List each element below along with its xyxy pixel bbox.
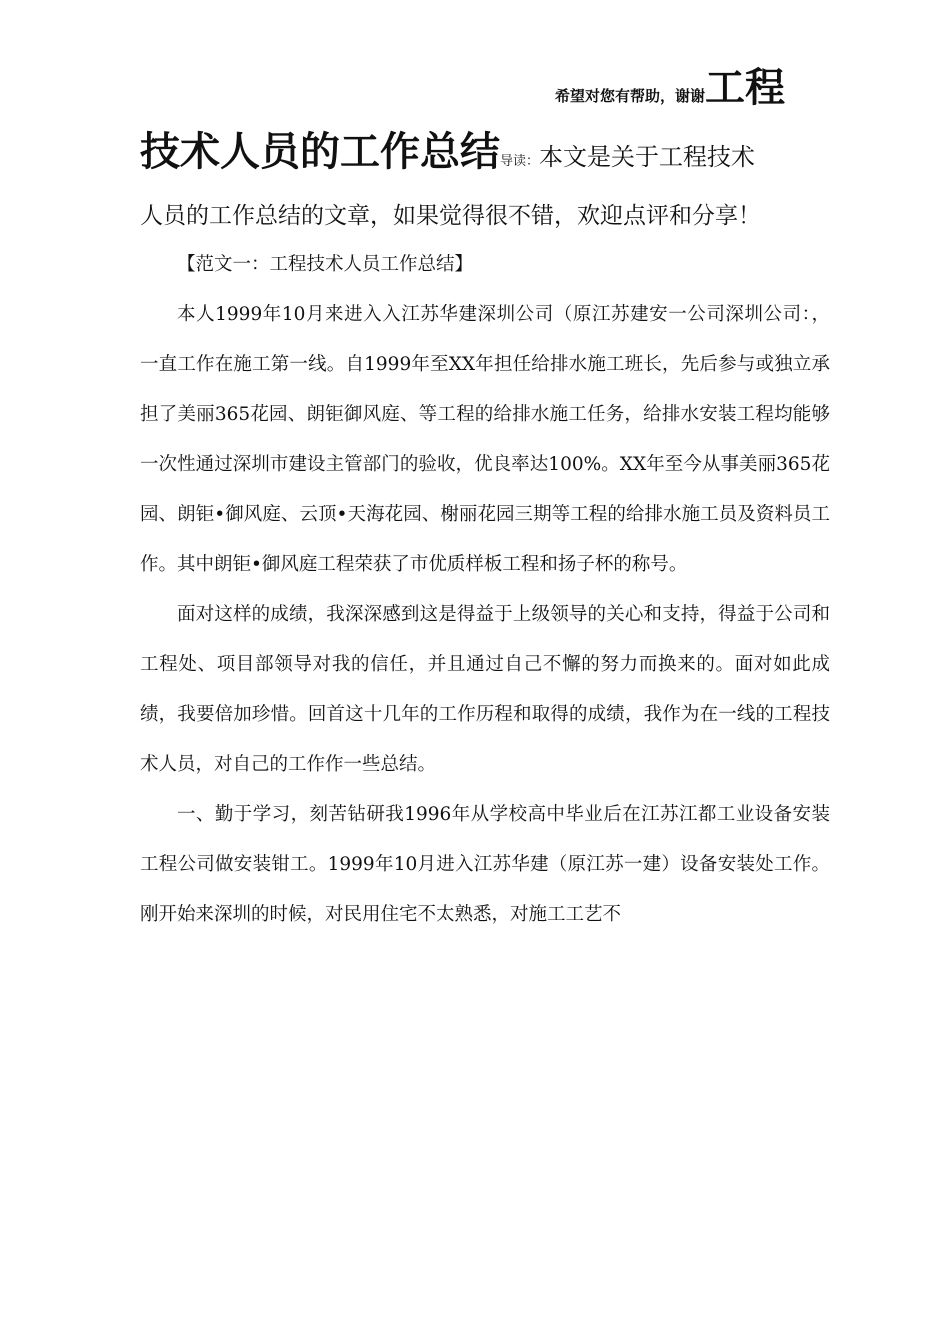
paragraph-2: 面对这样的成绩，我深深感到这是得益于上级领导的关心和支持，得益于公司和工程处、项目部领导对我的信任，并且通过自己不懈的努力而换来的。面对如此成绩，我要倍加珍惜。回首这十几年的工作历程和取得的成绩，我作为在一线的工程技术人员，对自己的工作作一些总结。	[140, 604, 830, 775]
paragraph-3: 一、勤于学习，刻苦钻研我1996年从学校高中毕业后在江苏江都工业设备安装工程公司做安装钳工。1999年10月进入江苏华建（原江苏一建）设备安装处工作。刚开始来深圳的时候，对民用住宅不太熟悉，对施工工艺不	[140, 804, 830, 925]
paragraph-1: 本人1999年10月来进入入江苏华建深圳公司（原江苏建安一公司深圳公司：，一直工作在施工第一线。自1999年至XX年担任给排水施工班长，先后参与或独立承担了美丽365花园、朗钜御风庭、等工程的给排水施工任务，给排水安装工程均能够一次性通过深圳市建设主管部门的验收，优良率达100%。XX年至今从事美丽365花园、朗钜•御风庭、云顶•天海花园、榭丽花园三期等工程的给排水施工员及资料员工作。其中朗钜•御风庭工程荣获了市优质样板工程和扬子杯的称号。	[140, 304, 830, 575]
header-line	[140, 58, 785, 118]
title-line	[140, 122, 820, 182]
lead-label: 导读：	[500, 154, 540, 169]
section-heading: 【范文一：工程技术人员工作总结】	[177, 254, 474, 275]
title-part-2: 技术人员的工作总结	[140, 129, 500, 175]
title-part-1: 工程	[705, 65, 785, 111]
lead-text-2: 人员的工作总结的文章，如果觉得很不错，欢迎点评和分享！	[140, 203, 761, 229]
header-note: 希望对您有帮助，谢谢	[554, 87, 705, 105]
lead-text-1: 本文是关于工程技术	[539, 143, 756, 171]
document-body	[140, 240, 830, 940]
